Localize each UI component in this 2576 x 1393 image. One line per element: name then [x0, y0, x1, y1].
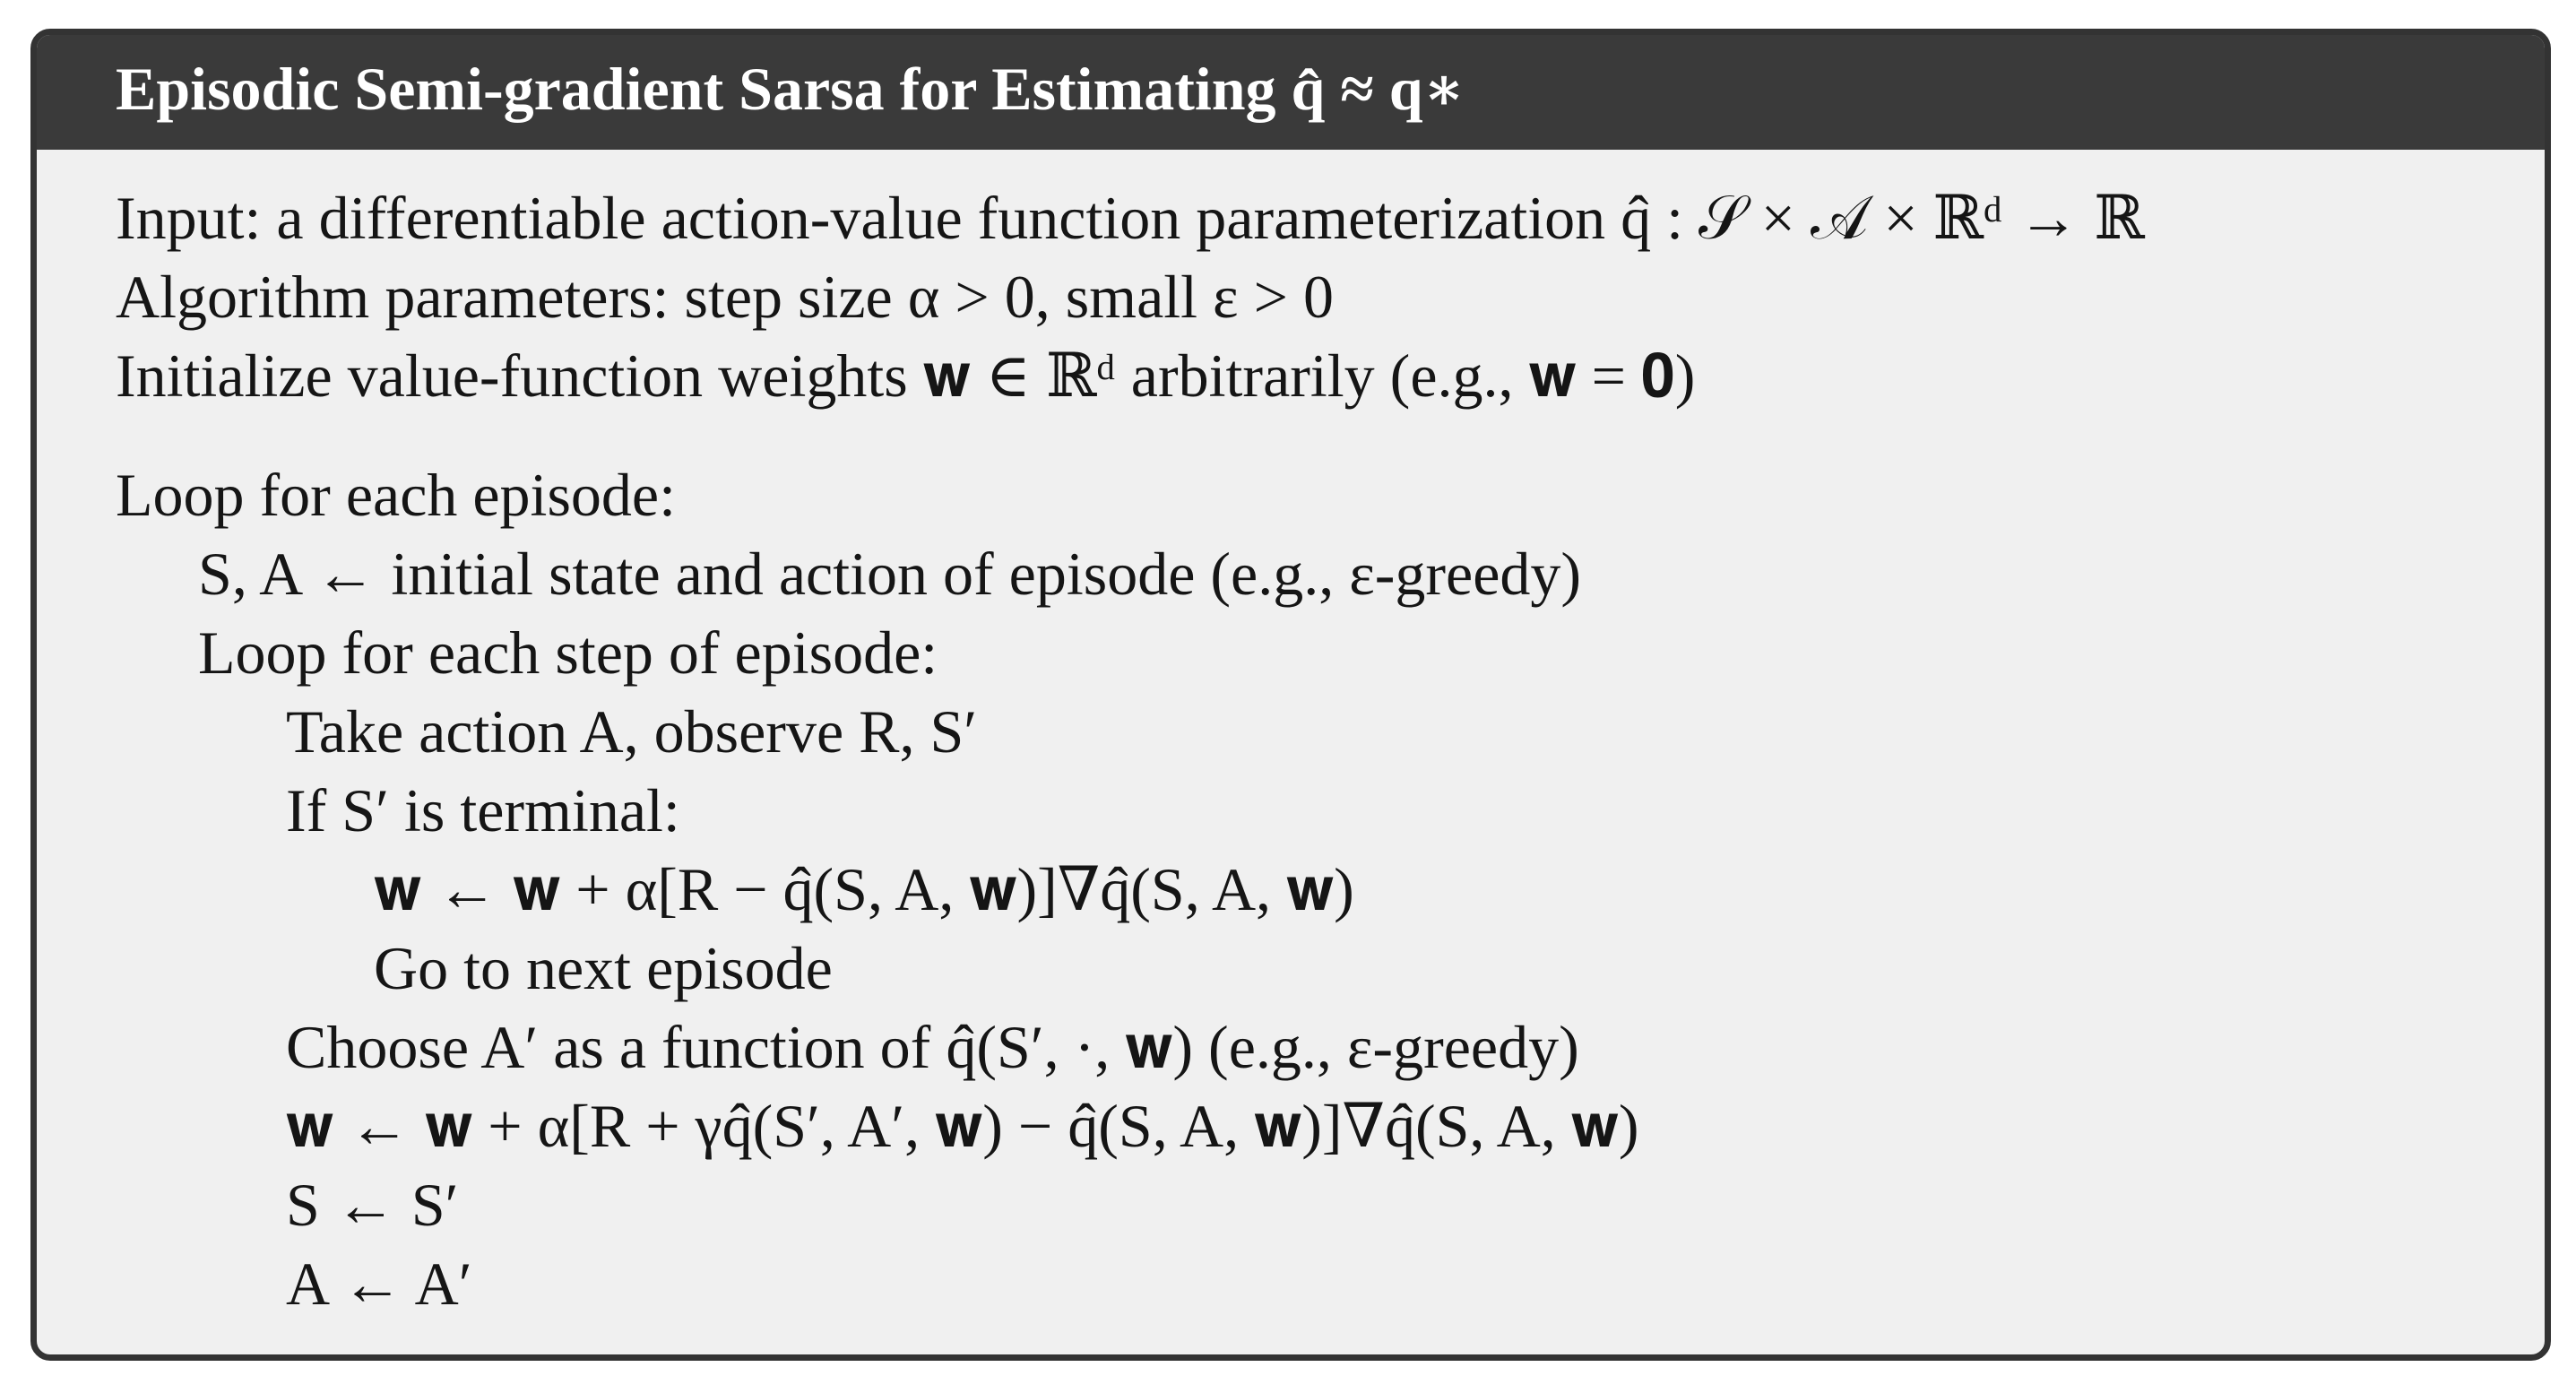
parameters-line: Algorithm parameters: step size α > 0, small ε > 0 [116, 263, 1334, 331]
state-assign-line: S ← S′ [286, 1171, 459, 1239]
terminal-update-line: 𝐰 ← 𝐰 + α[R − q̂(S, A, 𝐰)]∇q̂(S, A, 𝐰) [374, 855, 1354, 923]
initial-state-line: S, A ← initial state and action of episode (e.g., ε-greedy) [198, 540, 1582, 608]
terminal-check-line: If S′ is terminal: [286, 776, 680, 844]
weight-update-line: 𝐰 ← 𝐰 + α[R + γq̂(S′, A′, 𝐰) − q̂(S, A, 𝐰)]∇q̂(S, A, 𝐰) [286, 1092, 1639, 1160]
loop-episodes-line: Loop for each episode: [116, 461, 676, 529]
algorithm-box [30, 29, 2551, 1361]
algorithm-title-bar [37, 35, 2545, 150]
action-assign-line: A ← A′ [286, 1250, 472, 1318]
input-line: Input: a differentiable action-value function parameterization q̂ : 𝒮 × 𝒜 × ℝᵈ → ℝ [116, 184, 2145, 252]
loop-steps-line: Loop for each step of episode: [198, 619, 938, 687]
initialize-line: Initialize value-function weights 𝐰 ∈ ℝᵈ arbitrarily (e.g., 𝐰 = 𝟎) [116, 342, 1696, 410]
algorithm-title: Episodic Semi-gradient Sarsa for Estimating q̂ ≈ q∗ [116, 55, 1465, 123]
choose-action-line: Choose A′ as a function of q̂(S′, ·, 𝐰) (e.g., ε-greedy) [286, 1013, 1579, 1081]
take-action-line: Take action A, observe R, S′ [286, 697, 978, 766]
next-episode-line: Go to next episode [374, 934, 833, 1002]
